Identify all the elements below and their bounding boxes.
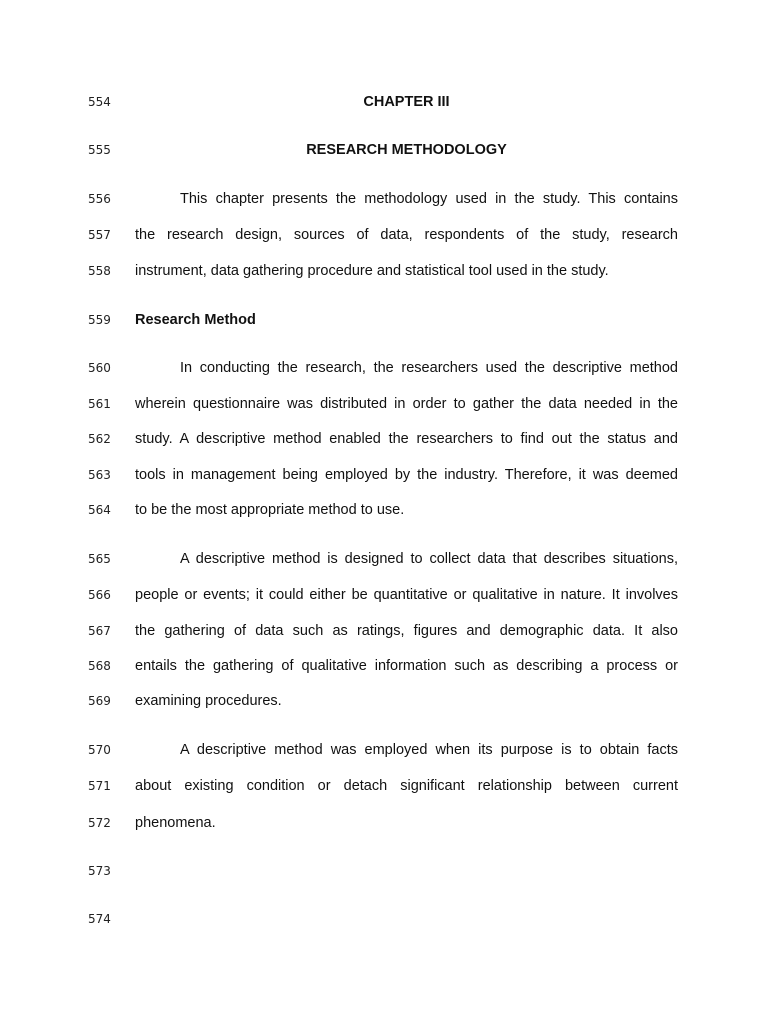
paragraph-line: people or events; it could either be quantitative or qualitative in nature. It involves [135, 587, 678, 603]
paragraph-line: wherein questionnaire was distributed in order to gather the data needed in the [135, 396, 678, 412]
line-number: 564 [88, 503, 111, 517]
line-557 [0, 224, 768, 246]
line-565 [0, 548, 768, 570]
line-number: 569 [88, 694, 111, 708]
paragraph-line: In conducting the research, the researchers used the descriptive method [180, 360, 678, 376]
paragraph-line: the gathering of data such as ratings, figures and demographic data. It also [135, 623, 678, 639]
line-572 [0, 812, 768, 834]
line-number: 555 [88, 143, 111, 157]
line-561 [0, 393, 768, 415]
line-573 [0, 860, 768, 882]
line-567 [0, 620, 768, 642]
line-570 [0, 739, 768, 761]
paragraph-line: to be the most appropriate method to use. [135, 502, 405, 518]
line-554 [0, 91, 768, 113]
line-number: 554 [88, 95, 111, 109]
paragraph-line: the research design, sources of data, respondents of the study, research [135, 227, 678, 243]
paragraph-line: study. A descriptive method enabled the researchers to find out the status and [135, 431, 678, 447]
line-568 [0, 655, 768, 677]
line-566 [0, 584, 768, 606]
line-number: 574 [88, 912, 111, 926]
line-number: 565 [88, 552, 111, 566]
paragraph-line: entails the gathering of qualitative information such as describing a process or [135, 658, 678, 674]
line-555 [0, 139, 768, 161]
line-number: 557 [88, 228, 111, 242]
line-556 [0, 188, 768, 210]
line-number: 566 [88, 588, 111, 602]
paragraph-line: examining procedures. [135, 693, 282, 709]
paragraph-line: about existing condition or detach significant relationship between current [135, 778, 678, 794]
line-number: 562 [88, 432, 111, 446]
chapter-title: RESEARCH METHODOLOGY [306, 142, 507, 158]
line-number: 567 [88, 624, 111, 638]
line-number: 561 [88, 397, 111, 411]
paragraph-line: This chapter presents the methodology used in the study. This contains [180, 191, 678, 207]
line-559 [0, 309, 768, 331]
line-number: 571 [88, 779, 111, 793]
line-574 [0, 908, 768, 930]
line-number: 559 [88, 313, 111, 327]
line-number: 572 [88, 816, 111, 830]
section-heading: Research Method [135, 312, 256, 328]
line-564 [0, 499, 768, 521]
line-number: 563 [88, 468, 111, 482]
line-number: 556 [88, 192, 111, 206]
line-number: 568 [88, 659, 111, 673]
paragraph-line: phenomena. [135, 815, 216, 831]
line-number: 560 [88, 361, 111, 375]
line-number: 570 [88, 743, 111, 757]
paragraph-line: A descriptive method was employed when its purpose is to obtain facts [180, 742, 678, 758]
paragraph-line: tools in management being employed by the industry. Therefore, it was deemed [135, 467, 678, 483]
chapter-heading: CHAPTER III [363, 94, 450, 110]
line-number: 573 [88, 864, 111, 878]
line-558 [0, 260, 768, 282]
paragraph-line: A descriptive method is designed to collect data that describes situations, [180, 551, 678, 567]
paragraph-line: instrument, data gathering procedure and statistical tool used in the study. [135, 263, 609, 279]
line-562 [0, 428, 768, 450]
line-563 [0, 464, 768, 486]
line-560 [0, 357, 768, 379]
line-571 [0, 775, 768, 797]
line-number: 558 [88, 264, 111, 278]
line-569 [0, 690, 768, 712]
